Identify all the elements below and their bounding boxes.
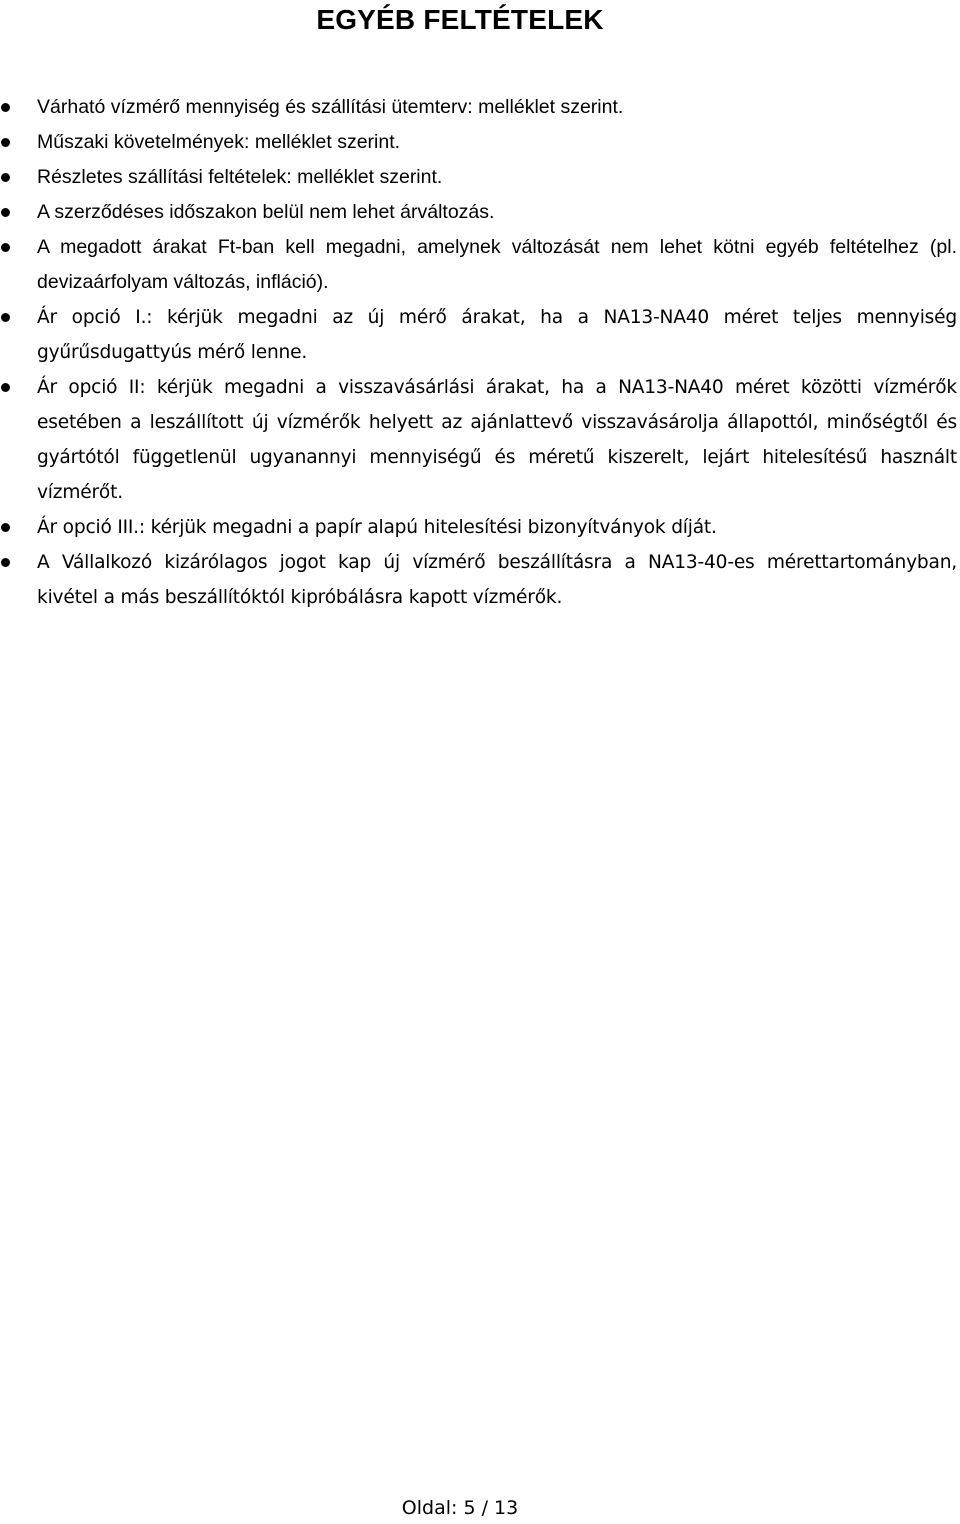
bullet-icon — [1, 383, 10, 392]
list-item — [0, 510, 960, 545]
list-item — [0, 545, 960, 615]
bullet-icon — [1, 208, 10, 217]
list-item-text: Műszaki követelmények: melléklet szerint. — [37, 131, 401, 153]
list-item-text: Ár opció II: kérjük megadni a visszavásárlási árakat, ha a NA13-NA40 méret közötti vízmérők esetében a leszállított új vízmérők helyett az ajánlattevő visszavásárolja állapottól, minőségtől és gyártótól függetlenül ugyanannyi mennyiségű és méretű kiszerelt, lejárt hitelesítésű használt vízmérőt. — [37, 377, 957, 503]
list-item — [0, 90, 960, 125]
list-item — [0, 230, 960, 300]
list-item — [0, 195, 960, 230]
list-item — [0, 125, 960, 160]
list-item-text: Részletes szállítási feltételek: melléklet szerint. — [37, 166, 443, 188]
list-item-text: Várható vízmérő mennyiség és szállítási ütemterv: melléklet szerint. — [37, 96, 624, 118]
bullet-icon — [1, 558, 10, 567]
page-title: EGYÉB FELTÉTELEK — [316, 4, 604, 35]
list-item-text: Ár opció III.: kérjük megadni a papír alapú hitelesítési bizonyítványok díját. — [37, 517, 717, 538]
bullet-icon — [1, 313, 10, 322]
list-item — [0, 300, 960, 370]
list-item-text: A szerződéses időszakon belül nem lehet árváltozás. — [37, 201, 495, 223]
bullet-icon — [1, 523, 10, 532]
bullet-icon — [1, 138, 10, 147]
bullet-icon — [1, 103, 10, 112]
list-item — [0, 160, 960, 195]
page-number-footer: Oldal: 5 / 13 — [401, 1497, 519, 1519]
list-item-text: A Vállalkozó kizárólagos jogot kap új vízmérő beszállításra a NA13-40-es mérettartományban, kivétel a más beszállítóktól kipróbálásra kapott vízmérők. — [37, 552, 957, 608]
list-item-text: Ár opció I.: kérjük megadni az új mérő árakat, ha a NA13-NA40 méret teljes mennyiség gyűrűsdugattyús mérő lenne. — [37, 307, 957, 363]
conditions-list — [0, 90, 960, 615]
bullet-icon — [1, 173, 10, 182]
list-item — [0, 370, 960, 510]
bullet-icon — [1, 243, 10, 252]
list-item-text: A megadott árakat Ft-ban kell megadni, amelynek változását nem lehet kötni egyéb feltételhez (pl. devizaárfolyam változás, infláció). — [37, 236, 957, 293]
